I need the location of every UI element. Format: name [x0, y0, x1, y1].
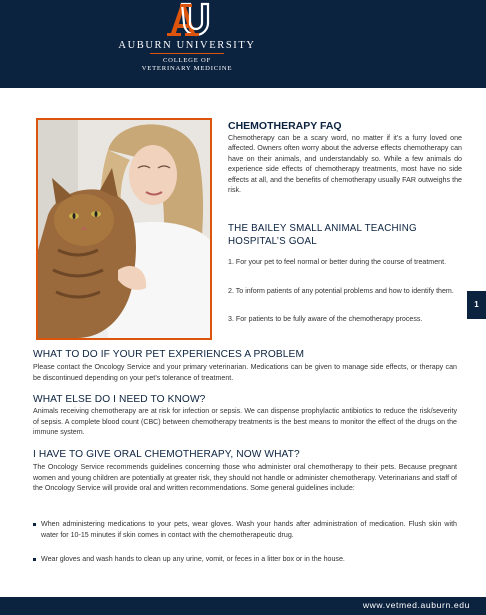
need-to-know-heading: WHAT ELSE DO I NEED TO KNOW?: [33, 394, 206, 405]
oral-chemo-paragraph: The Oncology Service recommends guidelines concerning those who administer oral chemotherapy to their pets. Because pregnant women and young children are potentially at greater risk, they should not handle or administer chemotherapy. Veterinarians and staff of the Oncology Service will provide oral and written recommendations. Some general guidelines include:: [33, 463, 457, 493]
guideline-bullet: [33, 554, 457, 565]
problem-paragraph: Please contact the Oncology Service and your primary veterinarian. Medications can be given to manage side effects, or therapy can be discontinued depending on your pet’s tolerance of treatment.: [33, 363, 457, 382]
footer-bar: [0, 597, 486, 615]
footer-url[interactable]: www.vetmed.auburn.edu: [362, 600, 470, 610]
vet-with-cat-photo: [36, 118, 212, 340]
guideline-bullet: [33, 519, 457, 540]
goal-heading: THE BAILEY SMALL ANIMAL TEACHING HOSPITAL’S GOAL: [228, 223, 417, 247]
guideline-text: When administering medications to your pets, wear gloves. Wash your hands after administration of medication. Flush skin with water for 10-15 minutes if skin comes in contact with the chemotherapeutic drug.: [41, 520, 457, 539]
college-name: [0, 57, 374, 73]
faq-heading: CHEMOTHERAPY FAQ: [228, 120, 342, 132]
university-name: AUBURN UNIVERSITY: [118, 40, 256, 51]
problem-heading: WHAT TO DO IF YOUR PET EXPERIENCES A PROBLEM: [33, 349, 305, 360]
guideline-text: Wear gloves and wash hands to clean up any urine, vomit, or feces in a litter box or in the house.: [41, 555, 345, 563]
bullet-square-icon: [33, 558, 36, 561]
college-line-2: VETERINARY MEDICINE: [141, 65, 233, 72]
au-monogram-icon: [164, 2, 210, 38]
header-rule: [150, 53, 224, 54]
oral-chemo-heading: I HAVE TO GIVE ORAL CHEMOTHERAPY, NOW WHAT?: [33, 449, 300, 460]
college-line-1: COLLEGE OF: [162, 57, 212, 64]
page-number-tab: 1: [467, 291, 486, 319]
header-banner: [0, 0, 486, 88]
goal-item: 1. For your pet to feel normal or better during the course of treatment.: [228, 258, 447, 266]
goal-item: 3. For patients to be fully aware of the chemotherapy process.: [228, 315, 423, 323]
goal-item: 2. To inform patients of any potential problems and how to identify them.: [228, 287, 454, 295]
bullet-square-icon: [33, 523, 36, 526]
faq-paragraph: Chemotherapy can be a scary word, no matter if it’s a furry loved one affected. Owners often worry about the adverse effects chemotherapy can have on their animals, and understandably so. While a few animals do experience side effects of chemotherapy treatments, most have no side effects at all, and the benefits of chemotherapy usually FAR outweighs the risk.: [228, 134, 462, 195]
veterinarian-holding-cat-photo: [38, 120, 210, 338]
need-to-know-paragraph: Animals receiving chemotherapy are at risk for infection or sepsis. We can dispense prophylactic antibiotics to reduce the risk/severity of sepsis. A complete blood count (CBC) between chemotherapy treatments is the best means to monitor the effect of the drugs on the immune system.: [33, 407, 457, 437]
